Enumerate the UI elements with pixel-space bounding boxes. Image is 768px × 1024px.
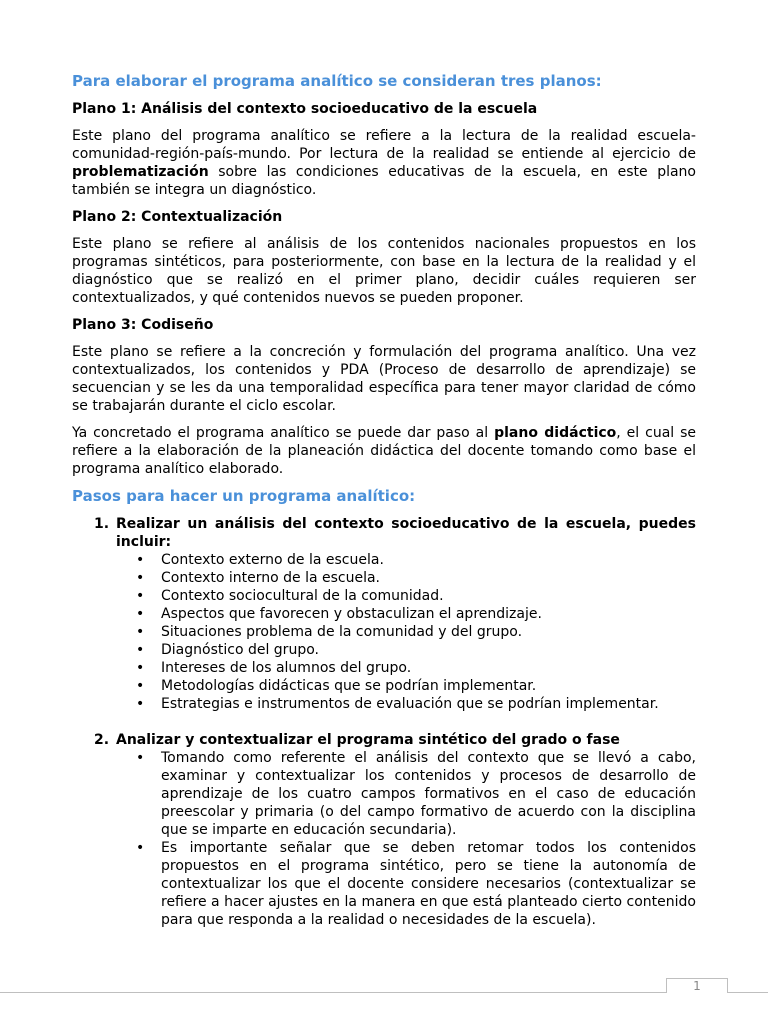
step-2-title: Analizar y contextualizar el programa sintético del grado o fase bbox=[116, 732, 620, 748]
step-1-bullets bbox=[116, 551, 696, 713]
step-1-bullet-item bbox=[116, 551, 696, 569]
steps-list bbox=[72, 515, 696, 929]
bullet-dot-icon: • bbox=[136, 624, 145, 640]
step-1-bullet-item bbox=[116, 623, 696, 641]
plano1-text-a: Este plano del programa analítico se refiere a la lectura de la realidad escuela-comunidad-región-país-mundo. Por lectura de la realidad se entiende al ejercicio de bbox=[72, 128, 696, 162]
bullet-dot-icon: • bbox=[136, 552, 145, 568]
document-page bbox=[72, 72, 696, 929]
step-1-bullet-item-text: Estrategias e instrumentos de evaluación que se podrían implementar. bbox=[161, 696, 659, 712]
step-1-bullet-item bbox=[116, 587, 696, 605]
step-1-title: Realizar un análisis del contexto socioeducativo de la escuela, puedes incluir: bbox=[116, 516, 696, 550]
bullet-dot-icon: • bbox=[136, 570, 145, 586]
step-1-bullet-item bbox=[116, 569, 696, 587]
step-1 bbox=[72, 515, 696, 713]
step-1-bullet-item bbox=[116, 695, 696, 713]
plano2-heading: Plano 2: Contextualización bbox=[72, 209, 283, 225]
bullet-dot-icon: • bbox=[136, 588, 145, 604]
bullet-dot-icon: • bbox=[136, 642, 145, 658]
plano3-paragraph: Este plano se refiere a la concreción y formulación del programa analítico. Una vez contextualizados, los contenidos y PDA (Proceso de desarrollo de aprendizaje) se secuencian y se les da una temporalidad específica para tener mayor claridad de cómo se trabajarán durante el ciclo escolar. bbox=[72, 344, 696, 414]
step-1-bullet-item bbox=[116, 641, 696, 659]
footer-rule bbox=[0, 992, 768, 993]
step-1-bullet-item-text: Contexto sociocultural de la comunidad. bbox=[161, 588, 444, 604]
step-1-bullet-item-text: Diagnóstico del grupo. bbox=[161, 642, 319, 658]
step-1-bullet-item bbox=[116, 659, 696, 677]
bullet-dot-icon: • bbox=[136, 696, 145, 712]
step-2-bullets bbox=[116, 749, 696, 929]
page-number: 1 bbox=[693, 979, 701, 993]
step-1-bullet-item-text: Intereses de los alumnos del grupo. bbox=[161, 660, 412, 676]
bullet-dot-icon: • bbox=[136, 750, 145, 766]
step-1-bullet-item-text: Contexto interno de la escuela. bbox=[161, 570, 381, 586]
step-2-bullet-item-text: Es importante señalar que se deben retomar todos los contenidos propuestos en el programa sintético, pero se tiene la autonomía de contextualizar los que el docente considere necesarios (contextualizar se refiere a hacer ajustes en la manera en que está planteado cierto contenido para que responda a la realidad o necesidades de la escuela). bbox=[161, 840, 696, 928]
step-1-bullet-item-text: Situaciones problema de la comunidad y del grupo. bbox=[161, 624, 523, 640]
bullet-dot-icon: • bbox=[136, 678, 145, 694]
plano1-heading: Plano 1: Análisis del contexto socioeducativo de la escuela bbox=[72, 101, 538, 117]
step-1-number: 1. bbox=[94, 516, 110, 532]
document-title: Para elaborar el programa analítico se consideran tres planos: bbox=[72, 72, 602, 90]
step-2 bbox=[72, 731, 696, 929]
step-2-bullet-item bbox=[116, 839, 696, 929]
bullet-dot-icon: • bbox=[136, 840, 145, 856]
didactico-text-a: Ya concretado el programa analítico se puede dar paso al bbox=[72, 425, 495, 441]
step-2-bullet-item bbox=[116, 749, 696, 839]
step-1-bullet-item bbox=[116, 677, 696, 695]
pasos-heading: Pasos para hacer un programa analítico: bbox=[72, 487, 416, 505]
plano2-paragraph: Este plano se refiere al análisis de los contenidos nacionales propuestos en los programas sintéticos, para posteriormente, con base en la lectura de la realidad y el diagnóstico que se realizó en el primer plano, decidir cuáles requieren ser contextualizados, y qué contenidos nuevos se pueden proponer. bbox=[72, 236, 696, 306]
didactico-paragraph bbox=[72, 424, 696, 478]
step-gap bbox=[72, 713, 696, 731]
step-2-bullet-item-text: Tomando como referente el análisis del contexto que se llevó a cabo, examinar y contextualizar los contenidos y procesos de desarrollo de aprendizaje de los cuatro campos formativos en el caso de educación preescolar y primaria (o del campo formativo de acuerdo con la disciplina que se imparte en educación secundaria). bbox=[161, 750, 696, 838]
plano3-heading: Plano 3: Codiseño bbox=[72, 317, 214, 333]
plano1-paragraph bbox=[72, 127, 696, 199]
plano1-text-b: sobre las condiciones educativas de la escuela, en este plano también se integra un diagnóstico. bbox=[72, 164, 696, 198]
step-1-bullet-item bbox=[116, 605, 696, 623]
didactico-text-b: , el cual se refiere a la elaboración de la planeación didáctica del docente tomando como base el programa analítico elaborado. bbox=[72, 425, 697, 477]
step-1-bullet-item-text: Aspectos que favorecen y obstaculizan el aprendizaje. bbox=[161, 606, 542, 622]
step-1-bullet-item-text: Contexto externo de la escuela. bbox=[161, 552, 384, 568]
didactico-bold-term: plano didáctico bbox=[494, 425, 617, 441]
step-1-bullet-item-text: Metodologías didácticas que se podrían implementar. bbox=[161, 678, 537, 694]
bullet-dot-icon: • bbox=[136, 660, 145, 676]
step-2-number: 2. bbox=[94, 732, 110, 748]
plano1-bold-term: problematización bbox=[72, 164, 209, 180]
bullet-dot-icon: • bbox=[136, 606, 145, 622]
